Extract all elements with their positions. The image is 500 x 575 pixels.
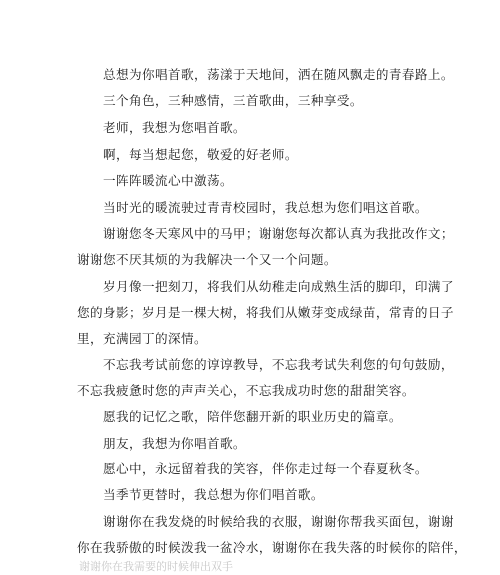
text-line-15: 朋友，我想为你唱首歌。 (103, 436, 246, 451)
text-line-6: 当时光的暖流驶过青青校园时，我总想为您们唱这首歌。 (103, 200, 428, 215)
text-line-3: 老师，我想为您唱首歌。 (103, 120, 246, 135)
text-line-9: 岁月像一把刻刀，将我们从幼稚走向成熟生活的脚印，印满了 (103, 279, 454, 294)
text-line-4: 啊，每当想起您，敬爱的好老师。 (103, 147, 298, 162)
text-line-1: 总想为你唱首歌，荡漾于天地间，洒在随风飘走的青春路上。 (103, 67, 454, 82)
text-line-2: 三个角色，三种感情，三首歌曲，三种享受。 (103, 93, 363, 108)
text-line-14: 愿我的记忆之歌，陪伴您翻开新的职业历史的篇章。 (103, 409, 402, 424)
text-line-19: 你在我骄傲的时候泼我一盆冷水，谢谢你在我失落的时候你的陪伴， (77, 540, 467, 555)
text-line-8: 谢谢您不厌其烦的为我解决一个又一个问题。 (77, 252, 337, 267)
text-line-18: 谢谢你在我发烧的时候给我的衣服，谢谢你帮我买面包，谢谢 (103, 514, 454, 529)
text-line-10: 您的身影；岁月是一棵大树，将我们从嫩芽变成绿苗，常青的日子 (77, 305, 454, 320)
text-line-17: 当季节更替时，我总想为你们唱首歌。 (103, 487, 324, 502)
faded-text-line: 谢谢你在我需要的时候伸出双手 (79, 560, 233, 573)
text-line-7: 谢谢您冬天寒风中的马甲；谢谢您每次都认真为我批改作文； (103, 226, 454, 241)
text-line-12: 不忘我考试前您的谆谆教导，不忘我考试失利您的句句鼓励， (103, 357, 454, 372)
text-line-13: 不忘我疲惫时您的声声关心，不忘我成功时您的甜甜笑容。 (77, 383, 415, 398)
text-line-11: 里，充满园丁的深情。 (77, 331, 207, 346)
text-line-5: 一阵阵暖流心中激荡。 (103, 173, 233, 188)
text-line-16: 愿心中，永远留着我的笑容，伴你走过每一个春夏秋冬。 (103, 461, 428, 476)
